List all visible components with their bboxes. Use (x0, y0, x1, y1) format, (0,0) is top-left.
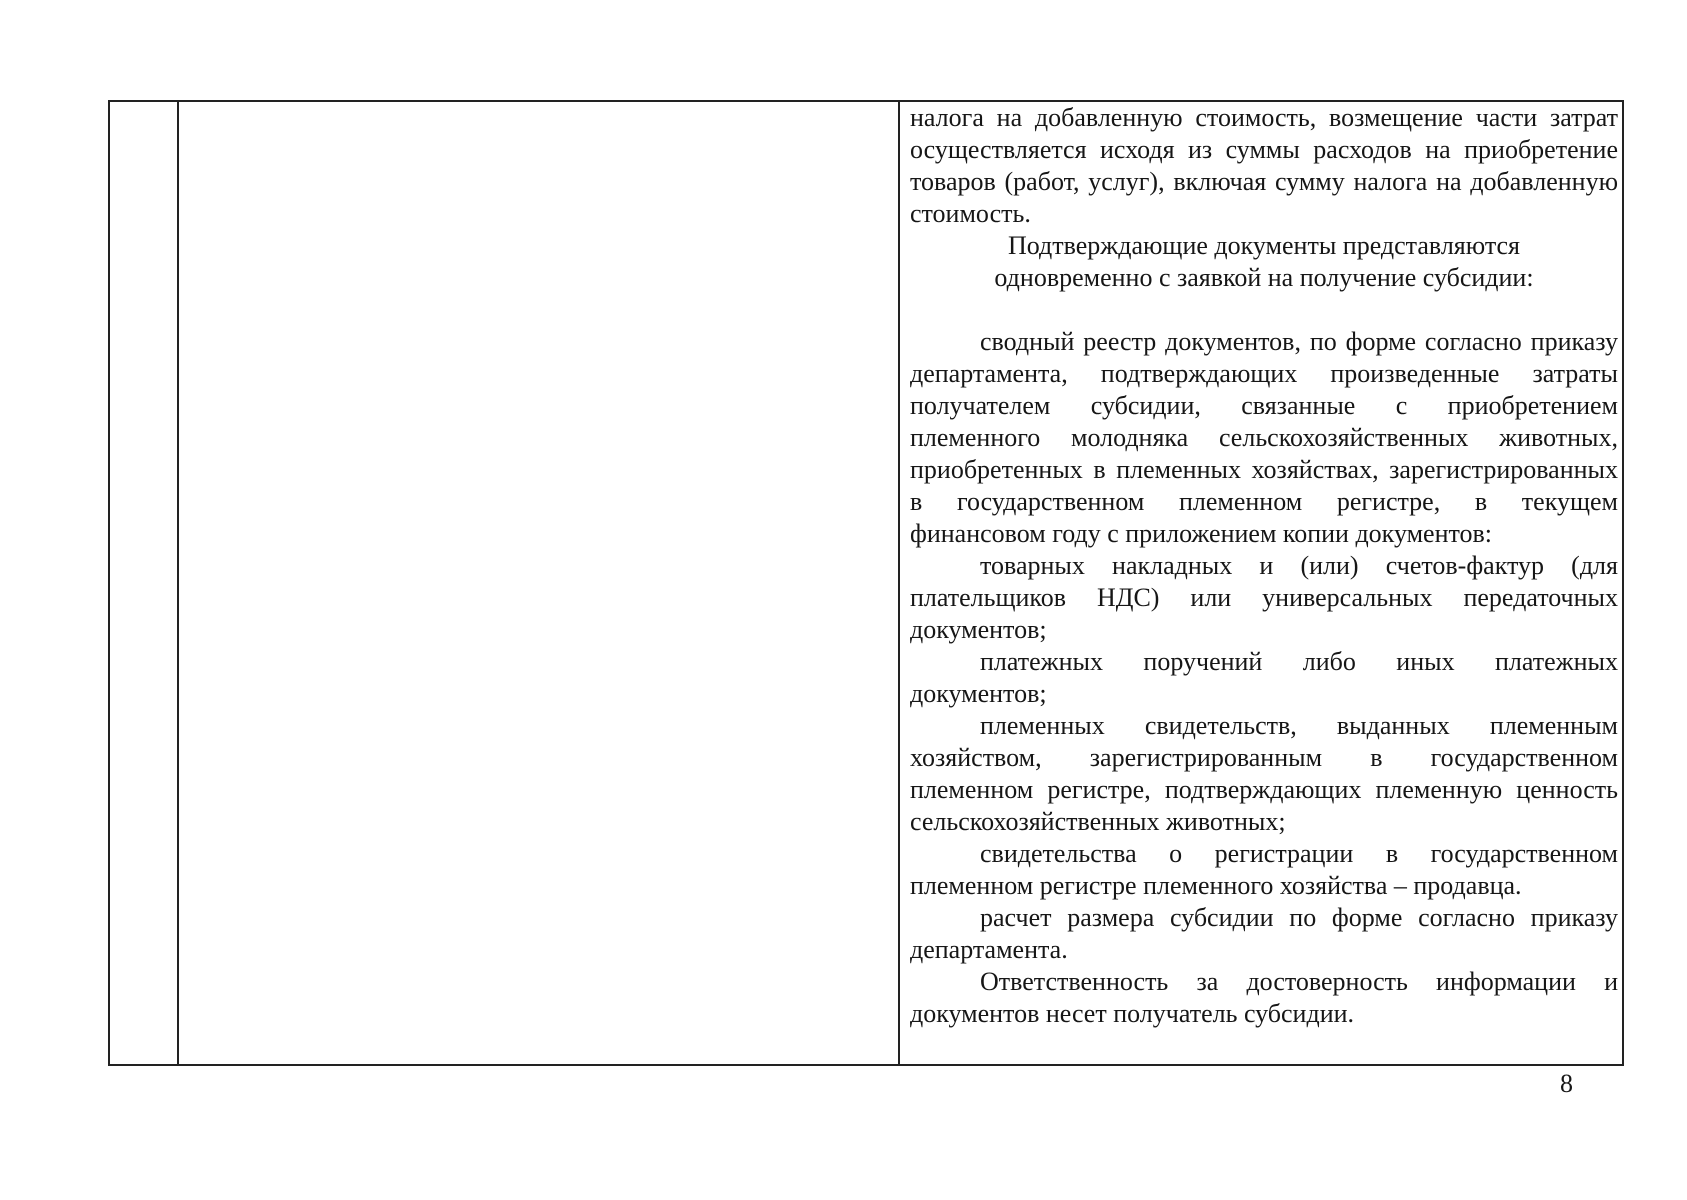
paragraph-registration-certificate: свидетельства о регистрации в государственном племенном регистре племенного хозяйства – продавца. (910, 839, 1618, 900)
paragraph-invoices: товарных накладных и (или) счетов-фактур (для плательщиков НДС) или универсальных передаточных документов; (910, 551, 1618, 644)
paragraph-confirming-docs-line2: одновременно с заявкой на получение субсидии: (994, 263, 1534, 292)
paragraph-payment-orders: платежных поручений либо иных платежных документов; (910, 647, 1618, 708)
table-cell-text (910, 102, 1618, 1030)
paragraph-register: сводный реестр документов, по форме согласно приказу департамента, подтверждающих произведенные затраты получателем субсидии, связанные с приобретением племенного молодняка сельскохозяйственных животных, приобретенных в племенных хозяйствах, зарегистрированных в государственном племенном регистре, в текущем финансовом году с приложением копии документов: (910, 327, 1618, 548)
paragraph-vat: налога на добавленную стоимость, возмещение части затрат осуществляется исходя из суммы расходов на приобретение товаров (работ, услуг), включая сумму налога на добавленную стоимость. (910, 103, 1618, 228)
column-divider-2 (898, 102, 900, 1064)
paragraph-subsidy-calculation: расчет размера субсидии по форме согласно приказу департамента. (910, 903, 1618, 964)
paragraph-responsibility: Ответственность за достоверность информации и документов несет получатель субсидии. (910, 967, 1618, 1028)
column-divider-1 (177, 102, 179, 1064)
blank-line (910, 294, 1618, 326)
document-table (108, 100, 1624, 1066)
paragraph-confirming-docs-line1: Подтверждающие документы представляются (1007, 231, 1521, 260)
page-number: 8 (1560, 1069, 1573, 1098)
paragraph-breeding-certificates: племенных свидетельств, выданных племенным хозяйством, зарегистрированным в государственном племенном регистре, подтверждающих племенную ценность сельскохозяйственных животных; (910, 711, 1618, 836)
